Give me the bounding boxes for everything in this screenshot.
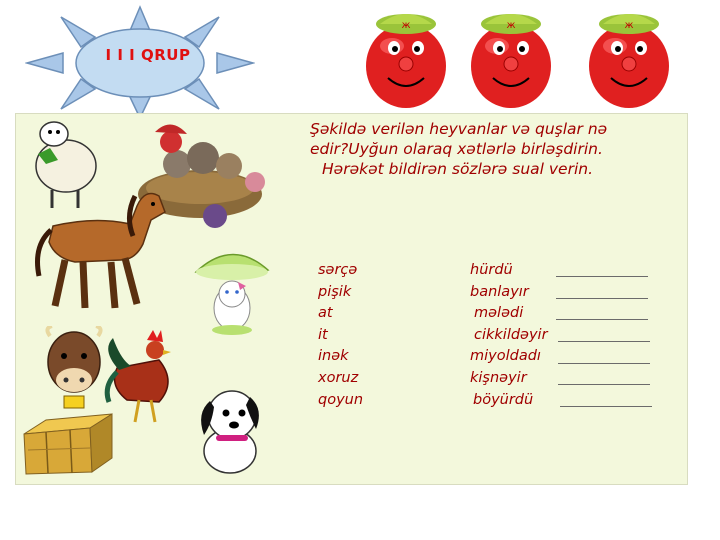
- list-item: inək: [318, 348, 349, 365]
- list-item: kişnəyir: [470, 369, 527, 386]
- list-item: it: [318, 326, 328, 343]
- list-item: sərçə: [318, 262, 358, 278]
- clown-face-icon: [467, 10, 555, 110]
- answer-blank[interactable]: [556, 298, 648, 299]
- instruction-text: [310, 119, 680, 179]
- hay-bale-icon: [22, 410, 114, 476]
- action-list: [470, 260, 548, 411]
- rooster-icon: [103, 330, 183, 425]
- list-item: xoruz: [318, 369, 359, 386]
- instruction-line: Hərəkət bildirən sözlərə sual verin.: [322, 160, 594, 178]
- list-item: böyürdü: [473, 391, 534, 408]
- svg-text:ж: ж: [624, 20, 634, 31]
- animal-list: [318, 260, 363, 411]
- clown-face-icon: [362, 10, 450, 110]
- list-item: qoyun: [318, 391, 364, 408]
- list-item: hürdü: [470, 262, 513, 278]
- dog-icon: [190, 383, 270, 475]
- list-item: cikkildəyir: [474, 326, 548, 343]
- answer-blank[interactable]: [556, 276, 648, 277]
- group-badge-label: I I I QRUP: [105, 46, 191, 64]
- cat-mushroom-icon: [192, 244, 270, 339]
- answer-blank[interactable]: [560, 406, 652, 407]
- svg-text:ж: ж: [506, 20, 516, 31]
- instruction-line: edir?Uyğun olaraq xətlərlə birləşdirin.: [310, 140, 603, 158]
- instruction-line: Şəkildə verilən heyvanlar və quşlar nə: [310, 120, 608, 138]
- list-item: at: [318, 305, 333, 322]
- answer-blank[interactable]: [558, 363, 650, 364]
- answer-blank[interactable]: [558, 384, 650, 385]
- answer-blank[interactable]: [558, 341, 650, 342]
- svg-text:ж: ж: [401, 20, 411, 31]
- list-item: banlayır: [470, 283, 529, 300]
- list-item: miyoldadı: [470, 348, 541, 365]
- cow-icon: [42, 326, 107, 411]
- answer-blank[interactable]: [556, 319, 648, 320]
- list-item: pişik: [318, 283, 352, 300]
- list-item: mələdi: [474, 305, 524, 322]
- clown-face-icon: [585, 10, 673, 110]
- horse-icon: [25, 186, 170, 316]
